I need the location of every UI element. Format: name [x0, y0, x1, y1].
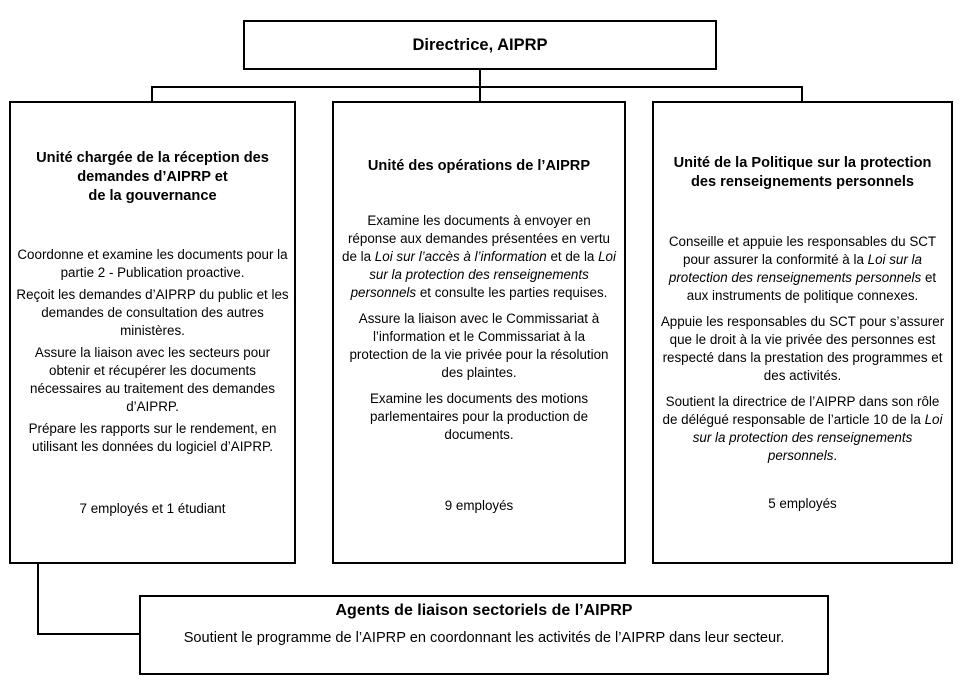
duty-text: et de la — [546, 249, 599, 264]
unit-intake-title-line: de la gouvernance — [88, 188, 217, 204]
duty-paragraph — [657, 393, 948, 465]
unit-intake-title-line: demandes d’AIPRP et — [77, 169, 228, 185]
connector-bus-left — [151, 86, 153, 102]
duty-text: Soutient la directrice de l’AIPRP dans son rôle de délégué responsable de l’article 10 de la — [662, 394, 940, 427]
unit-intake-duties — [13, 246, 292, 456]
duty-paragraph: Assure la liaison avec le Commissariat à l’information et le Commissariat à la protection de la vie privée pour la résolution des plaintes. — [349, 311, 609, 380]
unit-policy-title-line: Unité de la Politique sur la protection — [673, 155, 932, 171]
duty-paragraph: Examine les documents des motions parlementaires pour la production de documents. — [369, 391, 589, 442]
sector-liaison-description: Soutient le programme de l’AIPRP en coordonnant les activités de l’AIPRP dans leur secteur. — [183, 630, 785, 646]
duty-paragraph: Prépare les rapports sur le rendement, en utilisant les données du logiciel d’AIPRP. — [28, 421, 277, 454]
duty-text: et aux instruments de politique connexes. — [686, 270, 937, 303]
duty-paragraph: Assure la liaison avec les secteurs pour obtenir et récupérer les documents nécessaires au traitement des demandes d’AIPRP. — [30, 345, 275, 414]
unit-policy-duties — [657, 233, 948, 465]
law-title-privacy: Loi sur la protection des renseignements personnels — [350, 249, 616, 300]
law-title-privacy: Loi sur la protection des renseignements personnels — [692, 412, 943, 463]
unit-intake-staff-count: 7 employés et 1 étudiant — [79, 501, 226, 516]
connector-bus-middle — [479, 86, 481, 102]
sector-liaison-box — [139, 595, 829, 675]
duty-paragraph — [657, 233, 948, 305]
duty-text: et consulte les parties requises. — [416, 285, 608, 300]
unit-policy-title-line: des renseignements personnels — [690, 174, 915, 190]
connector-bus — [151, 86, 803, 88]
unit-policy-staff-count: 5 employés — [768, 496, 837, 511]
connector-top-to-bus — [479, 69, 481, 87]
duty-text: Examine les documents à envoyer en réponse aux demandes présentées en vertu de la — [342, 213, 611, 264]
sector-liaison-title: Agents de liaison sectoriels de l’AIPRP — [335, 602, 633, 619]
connector-left-down — [37, 563, 39, 635]
unit-policy-title — [656, 154, 949, 192]
duty-paragraph — [342, 212, 616, 302]
director-box — [243, 20, 717, 70]
law-title-privacy: Loi sur la protection des renseignements personnels — [668, 252, 922, 285]
unit-operations-staff-count: 9 employés — [444, 498, 514, 513]
duty-paragraph: Coordonne et examine les documents pour la partie 2 - Publication proactive. — [17, 247, 288, 280]
unit-operations-title — [336, 157, 622, 176]
unit-intake-governance — [9, 101, 296, 564]
unit-intake-title-line: Unité chargée de la réception des — [36, 150, 269, 166]
duty-paragraph: Appuie les responsables du SCT pour s’assurer que le droit à la vie privée des personnes est respecté dans la prestation des programmes et des activités. — [660, 314, 945, 383]
unit-operations-title-line: Unité des opérations de l’AIPRP — [367, 158, 591, 174]
unit-operations-duties — [342, 212, 616, 444]
unit-privacy-policy — [652, 101, 953, 564]
duty-text: Conseille et appuie les responsables du SCT pour assurer la conformité à la — [668, 234, 937, 267]
unit-intake-title — [13, 149, 292, 206]
duty-text: . — [833, 448, 838, 463]
duty-paragraph: Reçoit les demandes d’AIPRP du public et les demandes de consultation des autres ministères. — [16, 287, 289, 338]
unit-operations — [332, 101, 626, 564]
director-title: Directrice, AIPRP — [412, 36, 548, 54]
law-title-access: Loi sur l’accès à l’information — [374, 249, 547, 264]
connector-bus-right — [801, 86, 803, 102]
connector-to-liaison — [37, 633, 140, 635]
